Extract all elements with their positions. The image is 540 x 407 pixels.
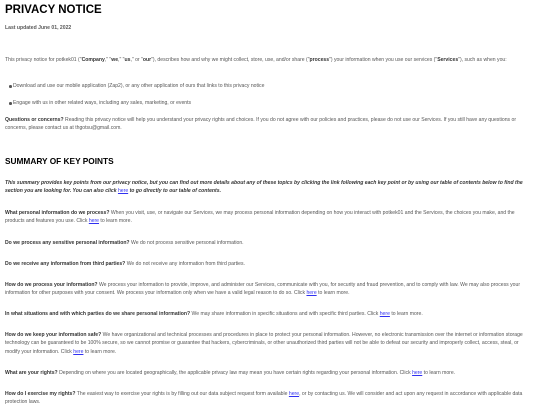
key-point [5,239,533,247]
learn-more-link[interactable]: here [306,290,317,297]
term-process: process [309,57,330,63]
key-point [5,390,533,407]
key-point [5,369,533,377]
learn-more-link[interactable]: here [88,218,100,225]
key-point [5,209,533,226]
intro-text: "), describes how and why we might collect, store, use, and/or share (" [151,57,310,63]
key-point-answer: , or by contacting us. We will consider and act upon any request in accordance with applicable data protection laws. [5,391,523,406]
request-form-link[interactable]: here [288,391,300,397]
intro-text: "), such as when you: [458,57,507,63]
learn-more-text: to learn more. [316,290,350,297]
key-point-question: What are your rights? [5,370,58,376]
key-point [5,281,533,298]
summary-lead [5,179,533,196]
last-updated-date: Last updated June 01, 2022 [5,25,72,31]
term-us: us [124,57,131,63]
learn-more-link[interactable]: here [379,311,390,317]
key-point-answer: Depending on where you are located geographically, the applicable privacy law may mean you have certain rights regarding your personal information. Click [57,370,413,376]
learn-more-text: to learn more. [422,370,456,376]
intro-text: ," " [104,57,112,63]
key-point-answer: When you visit, use, or navigate our Services, we may process personal information depending on how you interact with potkek01 and the Services, the choices you make, and the products and features you use. Click [5,210,515,225]
section-heading: SUMMARY OF KEY POINTS [5,156,114,166]
learn-more-text: to learn more. [389,311,423,317]
key-point-question: In what situations and with which parties do we share personal information? [5,311,191,317]
questions-text: Reading this privacy notice will help you understand your privacy rights and choices. If you do not agree with our policies and practices, please do not use our Services. If you still have any questions or concerns, please contact us at thgotsu@gmail.com. [5,117,517,132]
key-point-answer: We may share information in specific situations and with specific third parties. Click [190,311,380,317]
key-point-answer: We have organizational and technical processes and procedures in place to protect your personal information. However, no electronic transmission over the internet or information storage technology can be guaranteed to be 100% secure, so we cannot promise or guarantee that hackers, cybercriminals, or other unauthorized third parties will not be able to defeat our security and improperly collect, access, steal, or modify your information. Click [5,332,523,355]
term-services: Services [437,57,459,63]
learn-more-link[interactable]: here [73,348,84,355]
page-title: PRIVACY NOTICE [5,4,102,16]
key-point [5,260,533,268]
intro-text: ," or " [130,57,143,63]
lead-text: This summary provides key points from our privacy notice, but you can find out more details about any of these topics by clicking the link following each key point or by using our table of contents below to find the section you are looking for. You can also click [5,180,523,195]
key-point [5,310,533,318]
key-point-question: How do I exercise my rights? [5,391,76,397]
bullet-item: Engage with us in other related ways, including any sales, marketing, or events [13,99,513,107]
questions-paragraph [5,116,533,133]
learn-more-link[interactable]: here [412,370,423,376]
key-point-answer: We process your information to provide, improve, and administer our Services, communicate with you, for security and fraud prevention, and to comply with law. We may also process your information for other purposes with your consent. We process your information only when we have a valid legal reason to do so. Click [5,282,521,297]
term-company: Company [81,57,105,63]
intro-paragraph [5,56,533,64]
key-point-question: How do we keep your information safe? [5,332,102,338]
questions-label: Questions or concerns? [5,117,64,123]
intro-text: This privacy notice for potkek01 (" [5,57,82,63]
learn-more-text: to learn more. [99,218,132,225]
learn-more-text: to learn more. [83,348,117,355]
term-we: we [111,57,119,63]
key-point-answer: We do not process sensitive personal information. [129,240,244,246]
term-our: our [142,57,152,63]
key-point-question: Do we receive any information from third parties? [5,261,126,267]
key-point-question: Do we process any sensitive personal information? [5,240,130,246]
intro-text: ") your information when you use our services (" [329,57,438,63]
key-point-question: What personal information do we process? [5,210,110,216]
key-point-question: How do we process your information? [5,282,98,288]
toc-link[interactable]: here [117,188,129,195]
intro-text: ," " [118,57,125,63]
lead-text: to go directly to our table of contents. [128,188,221,195]
key-point [5,331,533,356]
key-point-answer: We do not receive any information from third parties. [125,261,245,267]
bullet-item: Download and use our mobile application (Zap2), or any other application of ours that links to this privacy notice [13,82,513,90]
key-point-answer: The easiest way to exercise your rights is by filling out our data subject request form available [75,391,289,397]
